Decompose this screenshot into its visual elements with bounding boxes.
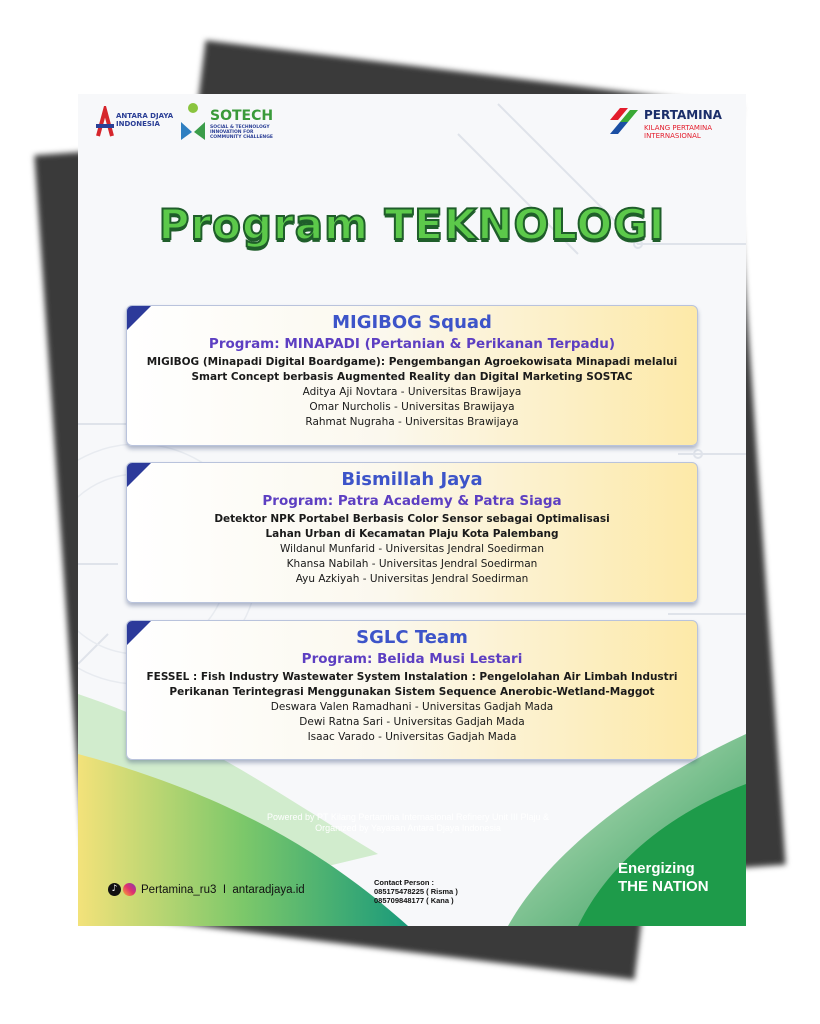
sotech-subtitle: SOCIAL & TECHNOLOGY INNOVATION FOR COMMUNITY CHALLENGE bbox=[210, 125, 273, 140]
team-card-sglc bbox=[126, 620, 698, 760]
team-member: Isaac Varado - Universitas Gadjah Mada bbox=[307, 731, 517, 743]
antara-logo bbox=[94, 106, 174, 140]
project-description-2: Lahan Urban di Kecamatan Plaju Kota Palembang bbox=[265, 528, 559, 540]
team-member: Omar Nurcholis - Universitas Brawijaya bbox=[309, 401, 515, 413]
team-member: Aditya Aji Novtara - Universitas Brawijaya bbox=[302, 386, 522, 398]
team-member: Ayu Azkiyah - Universitas Jendral Soedirman bbox=[295, 573, 529, 585]
powered-by-text bbox=[228, 812, 588, 834]
project-description-2: Smart Concept berbasis Augmented Reality dan Digital Marketing SOSTAC bbox=[191, 371, 633, 383]
sotech-title: SOTECH bbox=[210, 108, 274, 124]
slogan-line-2: THE NATION bbox=[618, 878, 709, 895]
project-description-1: Detektor NPK Portabel Berbasis Color Sensor sebagai Optimalisasi bbox=[214, 513, 610, 525]
project-description-1: MIGIBOG (Minapadi Digital Boardgame): Pengembangan Agroekowisata Minapadi melalui bbox=[146, 356, 678, 368]
project-description-2: Perikanan Terintegrasi Menggunakan Sistem Sequence Anerobic-Wetland-Maggot bbox=[169, 686, 655, 698]
pertamina-logo bbox=[606, 106, 736, 146]
team-card-migibog bbox=[126, 305, 698, 446]
program-name: Program: Patra Academy & Patra Siaga bbox=[262, 493, 562, 509]
contact-title: Contact Person : bbox=[374, 878, 435, 887]
program-name: Program: MINAPADI (Pertanian & Perikanan Terpadu) bbox=[208, 336, 616, 352]
team-member: Deswara Valen Ramadhani - Universitas Gadjah Mada bbox=[270, 701, 554, 713]
contact-phone-2: 085709848177 ( Kana ) bbox=[374, 896, 454, 905]
sotech-logo-mark bbox=[178, 100, 208, 144]
powered-by-line-2: Organized by Yayasan Antara Djaya Indonesia bbox=[315, 823, 501, 833]
antara-logo-mark bbox=[94, 106, 116, 140]
card-corner bbox=[127, 621, 151, 645]
team-name: Bismillah Jaya bbox=[341, 469, 483, 490]
pertamina-title: PERTAMINA bbox=[644, 108, 722, 122]
sotech-logo bbox=[178, 100, 288, 144]
contact-person bbox=[374, 878, 458, 905]
tiktok-icon[interactable]: ♪ bbox=[108, 883, 121, 896]
team-member: Dewi Ratna Sari - Universitas Gadjah Mada bbox=[299, 716, 525, 728]
team-member: Khansa Nabilah - Universitas Jendral Soedirman bbox=[286, 558, 538, 570]
powered-by-line-1: Powered by PT Kilang Pertamina Internasional Refinery Unit III Plaju & bbox=[267, 812, 549, 822]
card-corner bbox=[127, 306, 151, 330]
headline: Program TEKNOLOGI bbox=[158, 200, 666, 249]
pertamina-subtitle-2: INTERNASIONAL bbox=[644, 132, 701, 140]
poster bbox=[78, 94, 746, 926]
slogan bbox=[618, 860, 709, 896]
team-member: Wildanul Munfarid - Universitas Jendral Soedirman bbox=[280, 543, 544, 555]
team-name: SGLC Team bbox=[356, 627, 468, 648]
card-corner bbox=[127, 463, 151, 487]
antara-logo-text: ANTARA DJAYA INDONESIA bbox=[116, 112, 174, 128]
pertamina-logo-mark bbox=[606, 106, 640, 136]
team-name: MIGIBOG Squad bbox=[332, 312, 492, 333]
slogan-line-1: Energizing bbox=[618, 860, 695, 877]
team-member: Rahmat Nugraha - Universitas Brawijaya bbox=[305, 416, 519, 428]
instagram-icon[interactable] bbox=[123, 883, 136, 896]
program-name: Program: Belida Musi Lestari bbox=[301, 651, 523, 667]
team-card-bismillah-jaya bbox=[126, 462, 698, 603]
project-description-1: FESSEL : Fish Industry Wastewater System Instalation : Pengelolahan Air Limbah Industri bbox=[146, 671, 678, 683]
contact-phone-1: 085175478225 ( Risma ) bbox=[374, 887, 458, 896]
social-text: Pertamina_ru3 I antaradjaya.id bbox=[141, 884, 305, 896]
pertamina-subtitle-1: KILANG PERTAMINA bbox=[644, 124, 713, 132]
